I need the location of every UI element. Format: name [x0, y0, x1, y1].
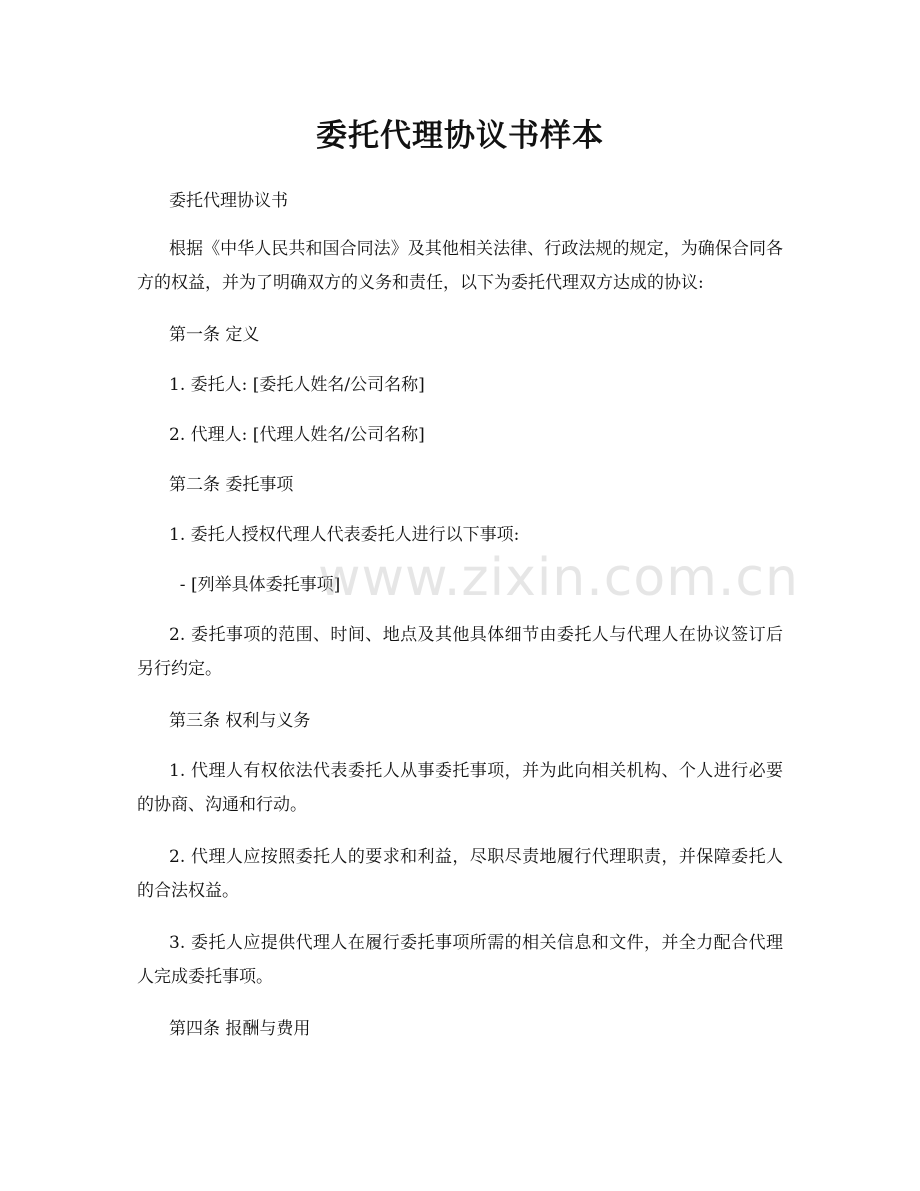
document-title: 委托代理协议书样本: [316, 118, 604, 154]
watermark: www.zixin.com.cn: [318, 548, 799, 608]
article-1-item-1: 1. 委托人: [委托人姓名/公司名称]: [169, 375, 425, 395]
article-2-subitem: - [列举具体委托事项]: [169, 575, 341, 595]
article-3-item-2: 2. 代理人应按照委托人的要求和利益，尽职尽责地履行代理职责，并保障委托人的合法权益。: [137, 847, 783, 901]
article-2-heading: 第二条 委托事项: [169, 475, 294, 495]
paragraph-heading: 委托代理协议书: [169, 191, 288, 211]
article-3-heading: 第三条 权利与义务: [169, 711, 311, 731]
article-3-item-1: 1. 代理人有权依法代表委托人从事委托事项，并为此向相关机构、个人进行必要的协商、沟通和行动。: [137, 761, 783, 815]
paragraph-preamble: 根据《中华人民共和国合同法》及其他相关法律、行政法规的规定，为确保合同各方的权益，并为了明确双方的义务和责任，以下为委托代理双方达成的协议:: [137, 239, 783, 293]
article-2-item-1: 1. 委托人授权代理人代表委托人进行以下事项:: [169, 525, 520, 545]
article-4-heading: 第四条 报酬与费用: [169, 1019, 311, 1039]
article-1-item-2: 2. 代理人: [代理人姓名/公司名称]: [169, 425, 425, 445]
article-1-heading: 第一条 定义: [169, 325, 260, 345]
article-3-item-3: 3. 委托人应提供代理人在履行委托事项所需的相关信息和文件，并全力配合代理人完成委托事项。: [137, 933, 783, 987]
article-2-item-2: 2. 委托事项的范围、时间、地点及其他具体细节由委托人与代理人在协议签订后另行约定。: [137, 625, 783, 679]
